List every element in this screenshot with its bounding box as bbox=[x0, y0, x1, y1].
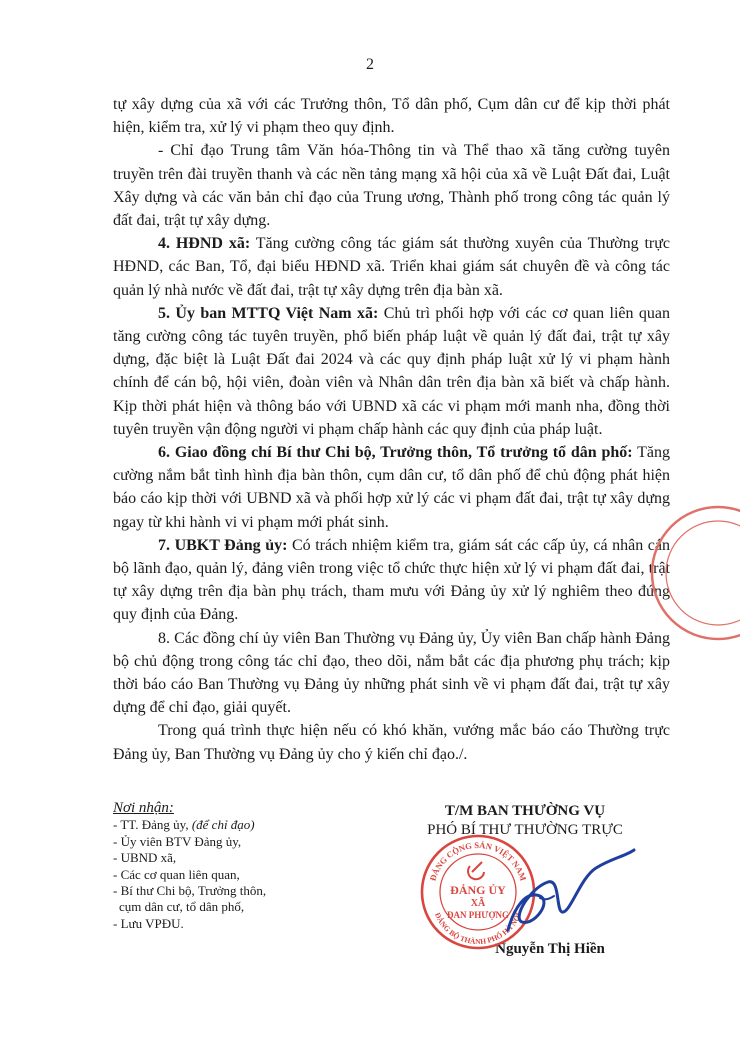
edge-seal-ring bbox=[652, 507, 740, 639]
paragraph-text: Tăng cường công tác giám sát thường xuyên của Thường trực HĐND, các Ban, Tổ, đại biểu HĐND xã. Triển khai giám sát chuyên đề và công tác quản lý nhà nước về đất đai, trật tự xây dựng trên địa bàn xã. bbox=[113, 235, 670, 299]
paragraph-7 bbox=[113, 627, 670, 720]
recipients-title: Nơi nhận: bbox=[113, 800, 174, 816]
paragraph-3 bbox=[113, 232, 670, 302]
recipient-item: - UBND xã, bbox=[113, 850, 177, 866]
edge-seal-stamp bbox=[648, 498, 740, 648]
paragraph-heading: 5. Ủy ban MTTQ Việt Nam xã: bbox=[158, 304, 379, 322]
recipient-item: - Các cơ quan liên quan, bbox=[113, 866, 240, 882]
paragraph-text: Tăng cường nắm bắt tình hình địa bàn thôn, cụm dân cư, tổ dân phố để chủ động phát hiện báo cáo kịp thời với UBND xã và phối hợp xử lý các vi phạm đất đai, trật tự xây dựng ngay từ khi hành vi vi phạm mới phát sinh. bbox=[113, 444, 671, 531]
paragraph-heading: 6. Giao đồng chí Bí thư Chi bộ, Trưởng thôn, Tổ trưởng tổ dân phố: bbox=[158, 444, 633, 462]
seal-bottom-text: ĐẢNG BỘ THÀNH PHỐ HÀ NỘI bbox=[432, 911, 523, 946]
recipient-item: - Bí thư Chi bộ, Trưởng thôn, bbox=[113, 883, 267, 899]
paragraph-6 bbox=[113, 534, 670, 627]
seal-ring-text: ĐẢNG CỘNG SẢN VIỆT NAM bbox=[427, 839, 529, 883]
page-number: 2 bbox=[366, 56, 374, 73]
recipient-item: cụm dân cư, tổ dân phố, bbox=[119, 899, 245, 915]
signer-name: Nguyễn Thị Hiền bbox=[495, 941, 605, 957]
paragraph-heading: 7. UBKT Đảng ủy: bbox=[158, 536, 288, 554]
hammer-sickle-icon bbox=[468, 862, 484, 879]
paragraph-heading: 4. HĐND xã: bbox=[158, 235, 251, 253]
paragraph-2 bbox=[113, 139, 670, 232]
paragraph-8 bbox=[113, 719, 670, 765]
paragraph-5 bbox=[113, 441, 670, 534]
seal-line-2: XÃ bbox=[470, 898, 486, 909]
paragraph-text: Chủ trì phối hợp với các cơ quan liên quan tăng cường công tác tuyên truyền, phổ biến pháp luật về quản lý đất đai, trật tự xây dựng, đặc biệt là Luật Đất đai 2024 và các quy định pháp luật xử lý vi phạm hành chính để cán bộ, hội viên, đoàn viên và Nhân dân trên địa bàn xã biết và chấp hành. Kịp thời phát hiện và thông báo với UBND xã các vi phạm mới manh nha, đồng thời tuyên truyền vận động người vi phạm chấp hành các quy định của pháp luật. bbox=[113, 304, 671, 438]
paragraph-1 bbox=[113, 93, 670, 139]
document-body bbox=[113, 93, 670, 766]
recipients-block bbox=[113, 800, 413, 932]
paragraph-text: 8. Các đồng chí ủy viên Ban Thường vụ Đảng ủy, Ủy viên Ban chấp hành Đảng bộ chủ động trong công tác chỉ đạo, theo dõi, nắm bắt các địa phương phụ trách; kịp thời báo cáo Ban Thường vụ Đảng ủy những phát sinh về vi phạm đất đai, trật tự xây dựng để chỉ đạo, giải quyết. bbox=[113, 629, 670, 717]
edge-seal-inner-ring bbox=[666, 521, 740, 625]
signature-position: PHÓ BÍ THƯ THƯỜNG TRỰC bbox=[427, 822, 623, 838]
paragraph-text: Trong quá trình thực hiện nếu có khó khăn, vướng mắc báo cáo Thường trực Đảng ủy, Ban Thường vụ Đảng ủy cho ý kiến chỉ đạo./. bbox=[113, 722, 670, 763]
seal-line-3: ĐAN PHƯỢNG bbox=[447, 910, 509, 920]
signature-organization: T/M BAN THƯỜNG VỤ bbox=[444, 803, 606, 819]
recipient-item: - Ủy viên BTV Đảng ủy, bbox=[113, 833, 242, 849]
paragraph-text: Có trách nhiệm kiểm tra, giám sát các cấp ủy, cá nhân cán bộ lãnh đạo, quản lý, đảng viên trong việc tổ chức thực hiện xử lý vi phạm đất đai, trật tự xây dựng trên địa bàn phụ trách, tham mưu với Đảng ủy xử lý nghiêm theo đúng quy định của Đảng. bbox=[113, 536, 671, 624]
recipient-item: - TT. Đảng ủy, (để chỉ đạo) bbox=[113, 817, 255, 833]
handwritten-signature bbox=[500, 838, 640, 948]
paragraph-text: tự xây dựng của xã với các Trưởng thôn, Tổ dân phố, Cụm dân cư để kịp thời phát hiện, kiểm tra, xử lý vi phạm theo quy định. bbox=[113, 96, 670, 137]
paragraph-4 bbox=[113, 302, 670, 441]
recipient-item: - Lưu VPĐU. bbox=[113, 915, 184, 931]
seal-line-1: ĐẢNG ỦY bbox=[450, 883, 506, 897]
paragraph-text: - Chỉ đạo Trung tâm Văn hóa-Thông tin và Thể thao xã tăng cường tuyên truyền trên đài truyền thanh và các nền tảng mạng xã hội của xã về Luật Đất đai, Luật Xây dựng và các văn bản chỉ đạo của Trung ương, Thành phố trong công tác quản lý đất đai, trật tự xây dựng. bbox=[113, 142, 670, 230]
